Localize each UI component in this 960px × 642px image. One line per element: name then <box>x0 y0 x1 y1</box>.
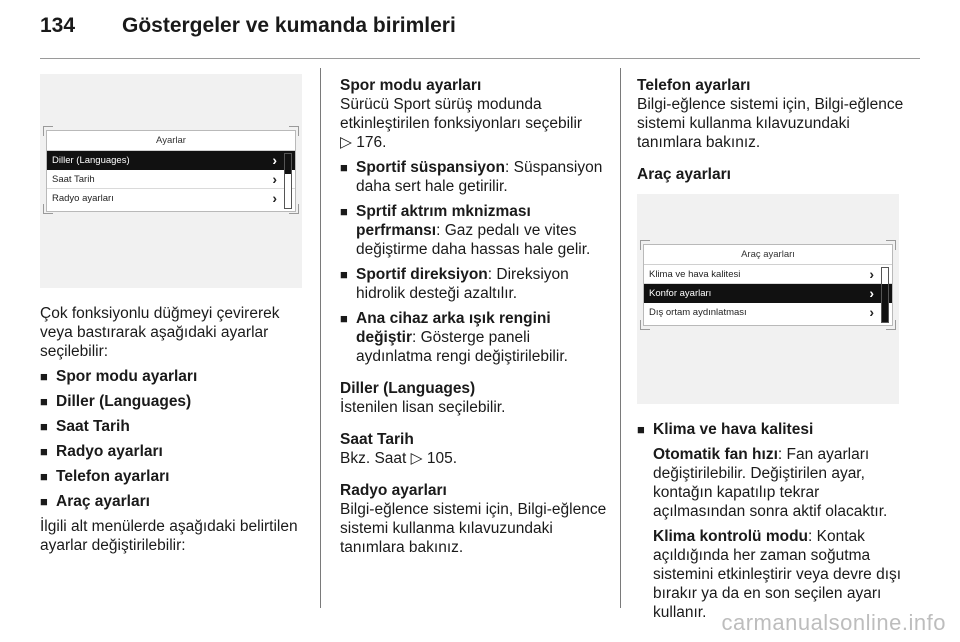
clock-ref[interactable]: 105. <box>426 450 458 467</box>
chevron-right-icon: › <box>869 285 874 301</box>
right-column-lower <box>637 420 905 622</box>
sport-heading: Spor modu ayarları <box>340 77 482 94</box>
list-item: ■ Sportif süspansiyon: Süspansiyon daha sert hale getirilir. <box>340 159 603 195</box>
climate-mode-text: Klima kontrolü modu: Kontak açıldığında her zaman soğutma sistemini etkinleştirir veya devre dışı bırakır ya da en son seçilen ayarı kullanır. <box>653 528 902 621</box>
square-bullet-icon: ■ <box>340 311 348 326</box>
square-bullet-icon: ■ <box>40 469 48 484</box>
column-divider-left <box>320 68 321 608</box>
screen-title: Araç ayarları <box>644 245 892 265</box>
middle-column <box>340 76 608 557</box>
vehicle-heading: Araç ayarları <box>637 166 731 183</box>
menu-item-comfort[interactable] <box>644 284 892 303</box>
list-item: ■ Araç ayarları <box>40 493 150 510</box>
chevron-right-icon: › <box>869 304 874 320</box>
menu-item-radio[interactable] <box>47 189 295 208</box>
menu-item-label: Klima ve hava kalitesi <box>649 269 741 280</box>
page-number: 134 <box>40 14 76 37</box>
page-ref-icon: ▷ <box>410 450 423 467</box>
settings-screen <box>46 130 296 212</box>
square-bullet-icon: ■ <box>40 494 48 509</box>
menu-scrollbar[interactable] <box>284 153 292 209</box>
menu-item-climate[interactable] <box>644 265 892 284</box>
sport-ref[interactable]: 176. <box>356 134 387 151</box>
left-column <box>40 304 310 555</box>
list-item: ■ Radyo ayarları <box>40 443 163 460</box>
chevron-right-icon: › <box>272 171 277 187</box>
scrollbar-thumb[interactable] <box>882 284 888 322</box>
menu-item-label: Radyo ayarları <box>52 193 114 204</box>
page-ref-icon: ▷ <box>340 134 352 151</box>
languages-body: İstenilen lisan seçilebilir. <box>340 399 506 416</box>
right-column <box>637 76 905 184</box>
menu-item-clock[interactable] <box>47 170 295 189</box>
scrollbar-thumb[interactable] <box>285 154 291 174</box>
chevron-right-icon: › <box>272 152 277 168</box>
chevron-right-icon: › <box>869 266 874 282</box>
square-bullet-icon: ■ <box>40 394 48 409</box>
square-bullet-icon: ■ <box>40 369 48 384</box>
square-bullet-icon: ■ <box>340 204 348 219</box>
square-bullet-icon: ■ <box>637 422 645 437</box>
menu-item-languages[interactable] <box>47 151 295 170</box>
phone-body: Bilgi-eğlence sistemi için, Bilgi-eğlence sistemi kullanma kılavuzundaki tanımlara bakınız. <box>637 96 904 151</box>
clock-body: Bkz. Saat ▷ 105. <box>340 450 458 467</box>
list-item: ■ Telefon ayarları <box>40 468 170 485</box>
list-item: ■ Spor modu ayarları <box>40 368 198 385</box>
sport-body: Sürücü Sport sürüş modunda etkinleştirilen fonksiyonları seçebilir ▷ 176. <box>340 96 583 151</box>
header-divider <box>40 58 920 59</box>
radio-heading: Radyo ayarları <box>340 482 447 499</box>
list-item: ■ Ana cihaz arka ışık rengini değiştir: Gösterge paneli aydınlatma rengi değiştirilebilir. <box>340 310 568 365</box>
list-item: ■ Sportif direksiyon: Direksiyon hidrolik desteği azaltılır. <box>340 266 569 302</box>
square-bullet-icon: ■ <box>40 419 48 434</box>
menu-item-label: Saat Tarih <box>52 174 95 185</box>
menu-item-exterior-lighting[interactable] <box>644 303 892 322</box>
outro-text: İlgili alt menülerde aşağıdaki belirtilen ayarlar değiştirilebilir: <box>40 518 298 554</box>
page-title: Göstergeler ve kumanda birimleri <box>122 14 456 37</box>
chevron-right-icon: › <box>272 190 277 206</box>
clock-heading: Saat Tarih <box>340 431 414 448</box>
square-bullet-icon: ■ <box>40 444 48 459</box>
list-item: ■ Diller (Languages) <box>40 393 192 410</box>
watermark: carmanualsonline.info <box>721 610 946 635</box>
menu-item-label: Konfor ayarları <box>649 288 712 299</box>
list-item: ■ Saat Tarih <box>40 418 130 435</box>
list-item: ■ Sprtif aktrım mknizması perfrmansı: Gaz pedalı ve vites değiştirme daha hassas hale gelir. <box>340 203 591 258</box>
column-divider-right <box>620 68 621 608</box>
menu-item-label: Diller (Languages) <box>52 155 130 166</box>
square-bullet-icon: ■ <box>340 267 348 282</box>
fan-speed-text: Otomatik fan hızı: Fan ayarları değiştirilebilir. Değiştirilen ayar, kontağın kapatılıp tekrar açılmasından sonra aktif olacaktır. <box>653 446 888 520</box>
list-item: ■ Klima ve hava kalitesi <box>637 421 814 438</box>
vehicle-settings-figure <box>637 194 899 404</box>
radio-body: Bilgi-eğlence sistemi için, Bilgi-eğlence sistemi kullanma kılavuzundaki tanımlara bakınız. <box>340 501 607 556</box>
screen-title: Ayarlar <box>47 131 295 151</box>
page-header <box>40 14 456 44</box>
square-bullet-icon: ■ <box>340 160 348 175</box>
settings-screen-figure <box>40 74 302 288</box>
intro-text: Çok fonksiyonlu düğmeyi çevirerek veya bastırarak aşağıdaki ayarlar seçilebilir: <box>40 305 280 360</box>
phone-heading: Telefon ayarları <box>637 77 751 94</box>
vehicle-settings-screen <box>643 244 893 326</box>
menu-item-label: Dış ortam aydınlatması <box>649 307 747 318</box>
languages-heading: Diller (Languages) <box>340 380 476 397</box>
menu-scrollbar[interactable] <box>881 267 889 323</box>
